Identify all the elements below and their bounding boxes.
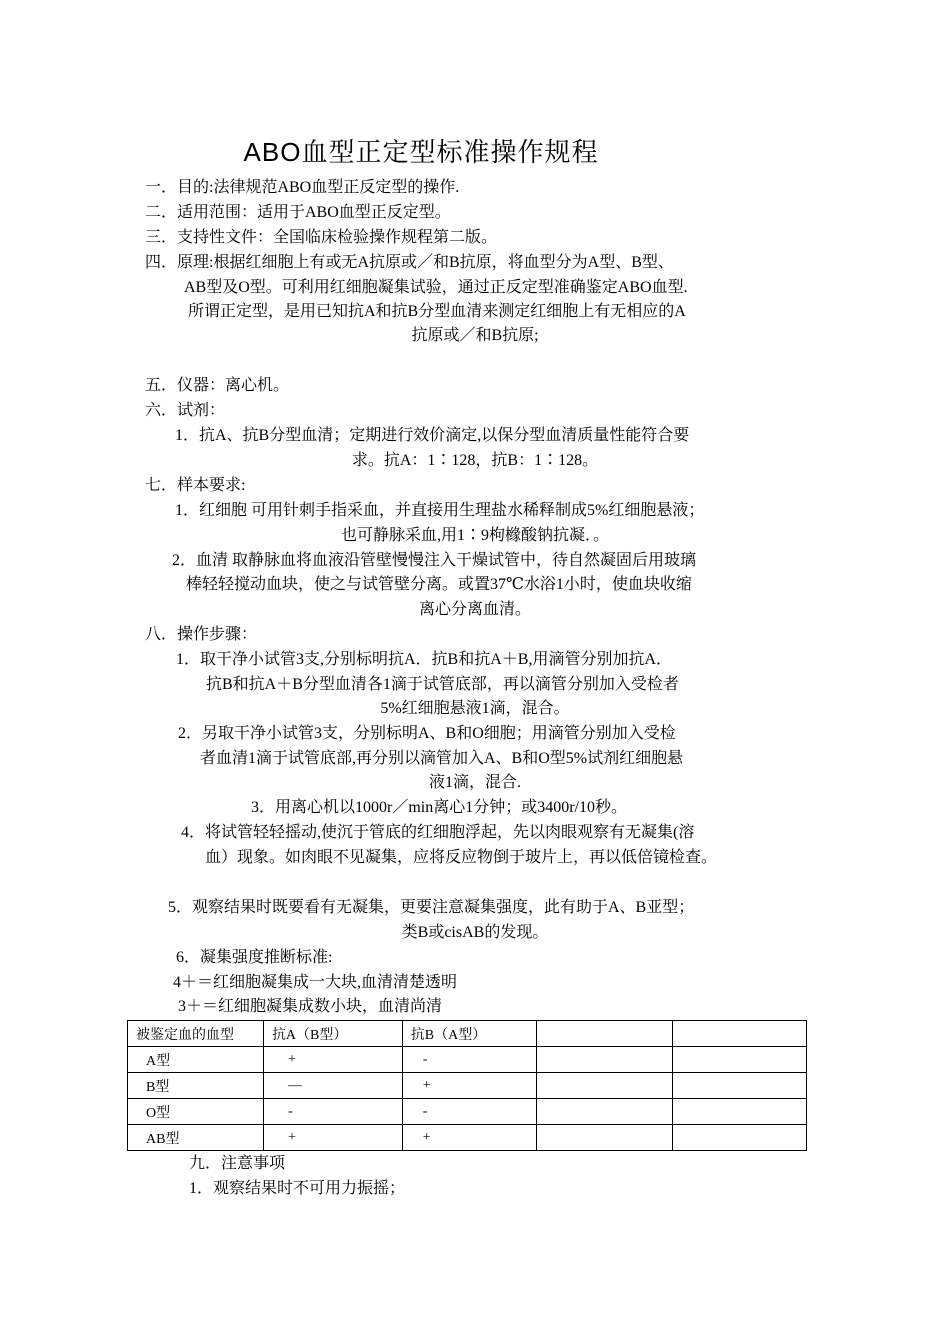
- section-8-step-5-line-2: 类B或cisAB的发现。: [401, 924, 549, 941]
- section-4-principle-line-2: AB型及O型。可利用红细胞凝集试验，通过正反定型准确鉴定ABO血型.: [184, 279, 688, 296]
- agglutination-results-table: [127, 1020, 807, 1151]
- section-7-serum-line-3: 离心分离血清。: [418, 601, 531, 618]
- table-row: [128, 1125, 807, 1151]
- section-4-principle-line-4: 抗原或／和B抗原;: [411, 327, 539, 344]
- section-8-step-2-line-1: 2．另取干净小试管3支，分别标明A、B和O细胞；用滴管分别加入受检: [178, 725, 676, 742]
- table-cell-blood-type: A型: [128, 1047, 264, 1073]
- section-1-purpose: 一．目的:法律规范ABO血型正反定型的操作.: [145, 179, 460, 196]
- section-9-note-1: 1．观察结果时不可用力振摇；: [189, 1180, 406, 1197]
- table-header-cell: [673, 1021, 807, 1047]
- table-cell: [536, 1073, 673, 1099]
- table-cell: [673, 1099, 807, 1125]
- table-cell: [536, 1125, 673, 1151]
- section-8-step-5-line-1: 5．观察结果时既要看有无凝集，更要注意凝集强度，此有助于A、B亚型；: [168, 899, 695, 916]
- section-6-reagent-line-1: 1．抗A、抗B分型血清；定期进行效价滴定,以保分型血清质量性能符合要: [175, 427, 690, 444]
- table-cell-anti-a: +: [263, 1125, 402, 1151]
- section-8-step-4-line-1: 4．将试管轻轻摇动,使沉于管底的红细胞浮起，先以肉眼观察有无凝集(溶: [181, 824, 695, 841]
- section-8-step-4-line-2: 血）现象。如肉眼不见凝集，应将反应物倒于玻片上，再以低倍镜检查。: [205, 849, 718, 866]
- table-header-cell: 抗A（B型）: [263, 1021, 402, 1047]
- table-cell: [536, 1099, 673, 1125]
- grade-3-plus: 3＋＝红细胞凝集成数小块，血清尚清: [178, 998, 443, 1015]
- table-header-cell: [536, 1021, 673, 1047]
- section-6-reagent-line-2: 求。抗A：1∶128，抗B：1∶128。: [351, 452, 599, 469]
- section-8-step-2-line-3: 液1滴，混合.: [428, 774, 521, 791]
- grade-4-plus: 4＋＝红细胞凝集成一大块,血清清楚透明: [173, 974, 458, 991]
- document-title: ABO血型正定型标准操作规程: [243, 137, 599, 167]
- table-cell: [673, 1047, 807, 1073]
- section-9-heading: 九．注意事项: [189, 1155, 286, 1172]
- section-5-instrument: 五．仪器：离心机。: [145, 377, 290, 394]
- table-cell-anti-a: +: [263, 1047, 402, 1073]
- section-4-principle-line-1: 四．原理:根据红细胞上有或无A抗原或／和B抗原，将血型分为A型、B型、: [145, 254, 674, 271]
- section-3-reference: 三．支持性文件：全国临床检验操作规程第二版。: [145, 229, 498, 246]
- table-cell-anti-b: -: [402, 1047, 536, 1073]
- section-7-serum-line-2: 棒轻轻搅动血块，使之与试管壁分离。或置37℃水浴1小时，使血块收缩: [186, 576, 692, 593]
- section-6-heading: 六．试剂：: [145, 402, 226, 419]
- section-7-rbc-line-1: 1．红细胞 可用针刺手指采血，并直接用生理盐水稀释制成5%红细胞悬液；: [175, 502, 705, 519]
- section-2-scope: 二．适用范围：适用于ABO血型正反定型。: [145, 204, 451, 221]
- section-8-heading: 八．操作步骤：: [145, 626, 258, 643]
- section-7-heading: 七．样本要求:: [145, 477, 246, 494]
- table-cell-anti-b: +: [402, 1073, 536, 1099]
- table-row: [128, 1047, 807, 1073]
- table-header-row: [128, 1021, 807, 1047]
- section-8-step-3: 3．用离心机以1000r／min离心1分钟；或3400r/10秒。: [251, 799, 627, 816]
- section-8-step-2-line-2: 者血清1滴于试管底部,再分别以滴管加入A、B和O型5%试剂红细胞悬: [200, 750, 684, 767]
- table-row: [128, 1099, 807, 1125]
- table-cell-anti-a: —: [263, 1073, 402, 1099]
- table-header-cell: 被鉴定血的血型: [128, 1021, 264, 1047]
- section-4-principle-line-3: 所谓正定型，是用已知抗A和抗B分型血清来测定红细胞上有无相应的A: [188, 303, 686, 320]
- table-cell-anti-b: +: [402, 1125, 536, 1151]
- table-cell: [673, 1125, 807, 1151]
- section-7-serum-line-1: 2．血清 取静脉血将血液沿管壁慢慢注入干燥试管中，待自然凝固后用玻璃: [172, 552, 697, 569]
- section-8-step-1-line-2: 抗B和抗A＋B分型血清各1滴于试管底部，再以滴管分别加入受检者: [206, 676, 679, 693]
- section-8-step-6: 6．凝集强度推断标准:: [176, 949, 333, 966]
- table-cell-anti-a: -: [263, 1099, 402, 1125]
- table-cell-blood-type: B型: [128, 1073, 264, 1099]
- section-8-step-1-line-3: 5%红细胞悬液1滴，混合。: [380, 700, 570, 717]
- section-7-rbc-line-2: 也可静脉采血,用1∶9枸橼酸钠抗凝．。: [340, 527, 609, 544]
- section-8-step-1-line-1: 1．取干净小试管3支,分别标明抗A．抗B和抗A＋B,用滴管分别加抗A．: [176, 651, 673, 668]
- table-cell-anti-b: -: [402, 1099, 536, 1125]
- table-cell-blood-type: O型: [128, 1099, 264, 1125]
- table-cell-blood-type: AB型: [128, 1125, 264, 1151]
- table-cell: [673, 1073, 807, 1099]
- table-cell: [536, 1047, 673, 1073]
- table-row: [128, 1073, 807, 1099]
- table-header-cell: 抗B（A型）: [402, 1021, 536, 1047]
